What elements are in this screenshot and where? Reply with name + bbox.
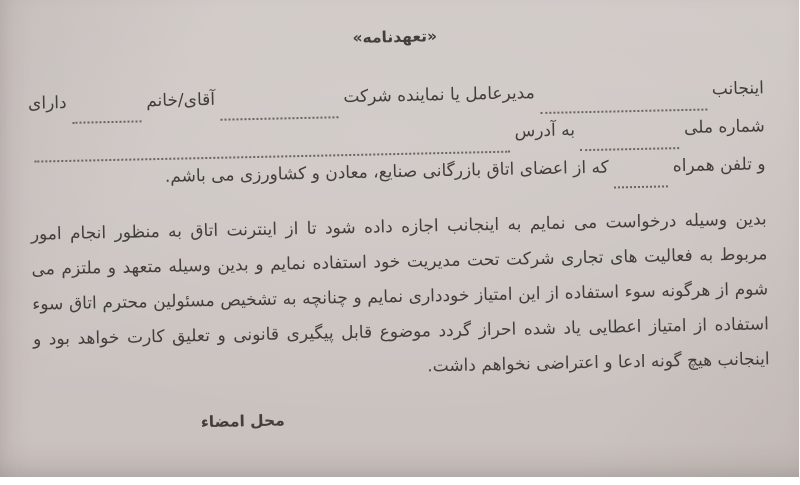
document-title: «تعهدنامه»: [353, 27, 439, 47]
blank-national-id: [581, 134, 680, 151]
form-intro-section: [29, 78, 767, 207]
role-label: مدیرعامل یا نماینده شرکت: [344, 83, 536, 108]
national-id-label: شماره ملی: [684, 116, 766, 139]
blank-company-name: [221, 103, 340, 120]
blank-mobile-phone: [615, 172, 669, 188]
pledge-body-text: بدین وسیله درخواست می نمایم به اینجانب اجازه داده شود تا از اینترنت اتاق به منظور انجام امور مربوط به فعالیت های تجاری شرکت تحت مدیریت خود استفاده نمایم و بدین وسیله متعهد و ملتزم می شوم از هرگونه سوء استفاده از این امتیاز خودداری نمایم و چنانچه به تشخیص مسئولین محترم اتاق سوء استفاده از امتیاز اعطایی یاد شده احراز گردد موضوع قابل پیگیری قانونی و تعلیق کارت خواهد بود و اینجانب هیچ گونه ادعا و اعتراضی نخواهم داشت.: [31, 209, 771, 377]
mr-mrs-label: آقای/خانم: [147, 89, 217, 112]
mobile-phone-label: و تلفن همراه: [673, 154, 767, 177]
blank-address: [35, 138, 511, 163]
having-label: دارای: [28, 92, 68, 114]
blank-applicant-name: [541, 96, 708, 114]
line-end-spacer: [31, 182, 166, 185]
membership-statement: که از اعضای اتاق بازرگانی صنایع، معادن و کشاورزی می باشم.: [165, 157, 610, 187]
signature-place-label: محل امضاء: [201, 411, 286, 432]
applicant-label: اینجانب: [712, 78, 766, 100]
address-label: به آدرس: [515, 120, 577, 142]
blank-person-name: [73, 107, 143, 123]
